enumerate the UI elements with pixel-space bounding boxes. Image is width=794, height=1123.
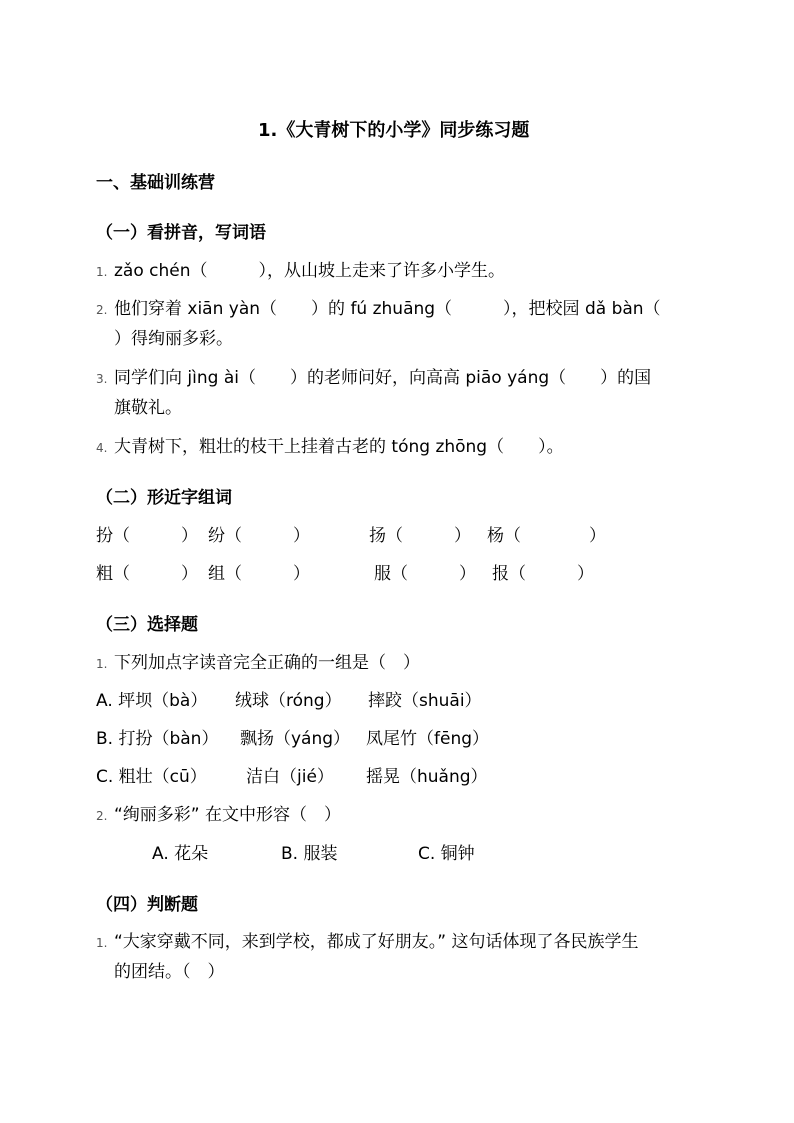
word-item: 扬（ ） <box>369 526 471 546</box>
choice-option: C. 铜钟 <box>418 844 475 864</box>
question-text: 下列加点字读音完全正确的一组是（ ） <box>114 653 420 673</box>
question-text-continued: ）得绚丽多彩。 <box>114 329 233 349</box>
choice-option: A. 花朵 <box>152 844 209 864</box>
question-number: 1. <box>96 265 108 279</box>
question-text: 他们穿着 xiān yàn（ ）的 fú zhuāng（ ），把校园 dǎ bàn（ <box>114 299 661 319</box>
option-c-item: C. 粗壮（cū） <box>96 767 207 787</box>
option-b-item: B. 打扮（bàn） <box>96 729 219 749</box>
question-number: 1. <box>96 936 108 950</box>
word-item: 服（ ） <box>374 564 476 584</box>
option-a-item: 摔跤（shuāi） <box>368 691 482 711</box>
question-number: 2. <box>96 303 108 317</box>
question-text: “大家穿戴不同，来到学校，都成了好朋友。” 这句话体现了各民族学生 <box>114 932 639 952</box>
question-number: 2. <box>96 809 108 823</box>
question-text: 同学们向 jìng ài（ ）的老师问好，向高高 piāo yáng（ ）的国 <box>114 368 652 388</box>
word-item: 纷（ ） <box>208 526 310 546</box>
question-text-continued: 旗敬礼。 <box>114 398 182 418</box>
question-text-continued: 的团结。（ ） <box>114 962 225 982</box>
word-item: 组（ ） <box>208 564 310 584</box>
page-title: 1.《大青树下的小学》同步练习题 <box>258 120 530 141</box>
part4-heading: （四）判断题 <box>96 895 198 915</box>
question-text: 大青树下，粗壮的枝干上挂着古老的 tóng zhōng（ ）。 <box>114 437 564 457</box>
choice-option: B. 服装 <box>281 844 338 864</box>
option-c-item: 摇晃（huǎng） <box>366 767 488 787</box>
option-b-item: 凤尾竹（fēng） <box>366 729 490 749</box>
part2-heading: （二）形近字组词 <box>96 488 232 508</box>
option-a-item: A. 坪坝（bà） <box>96 691 208 711</box>
word-item: 报（ ） <box>492 564 594 584</box>
option-a-item: 绒球（róng） <box>235 691 342 711</box>
question-number: 1. <box>96 657 108 671</box>
question-text: “绚丽多彩” 在文中形容（ ） <box>114 805 342 825</box>
option-c-item: 洁白（jié） <box>246 767 334 787</box>
section-heading: 一、基础训练营 <box>96 173 215 193</box>
question-number: 3. <box>96 372 108 386</box>
question-number: 4. <box>96 441 108 455</box>
word-item: 粗（ ） <box>96 564 198 584</box>
question-text: zǎo chén（ ），从山坡上走来了许多小学生。 <box>114 261 505 281</box>
word-item: 扮（ ） <box>96 526 198 546</box>
part1-heading: （一）看拼音，写词语 <box>96 223 266 243</box>
part3-heading: （三）选择题 <box>96 615 198 635</box>
word-item: 杨（ ） <box>487 526 606 546</box>
option-b-item: 飘扬（yáng） <box>240 729 351 749</box>
